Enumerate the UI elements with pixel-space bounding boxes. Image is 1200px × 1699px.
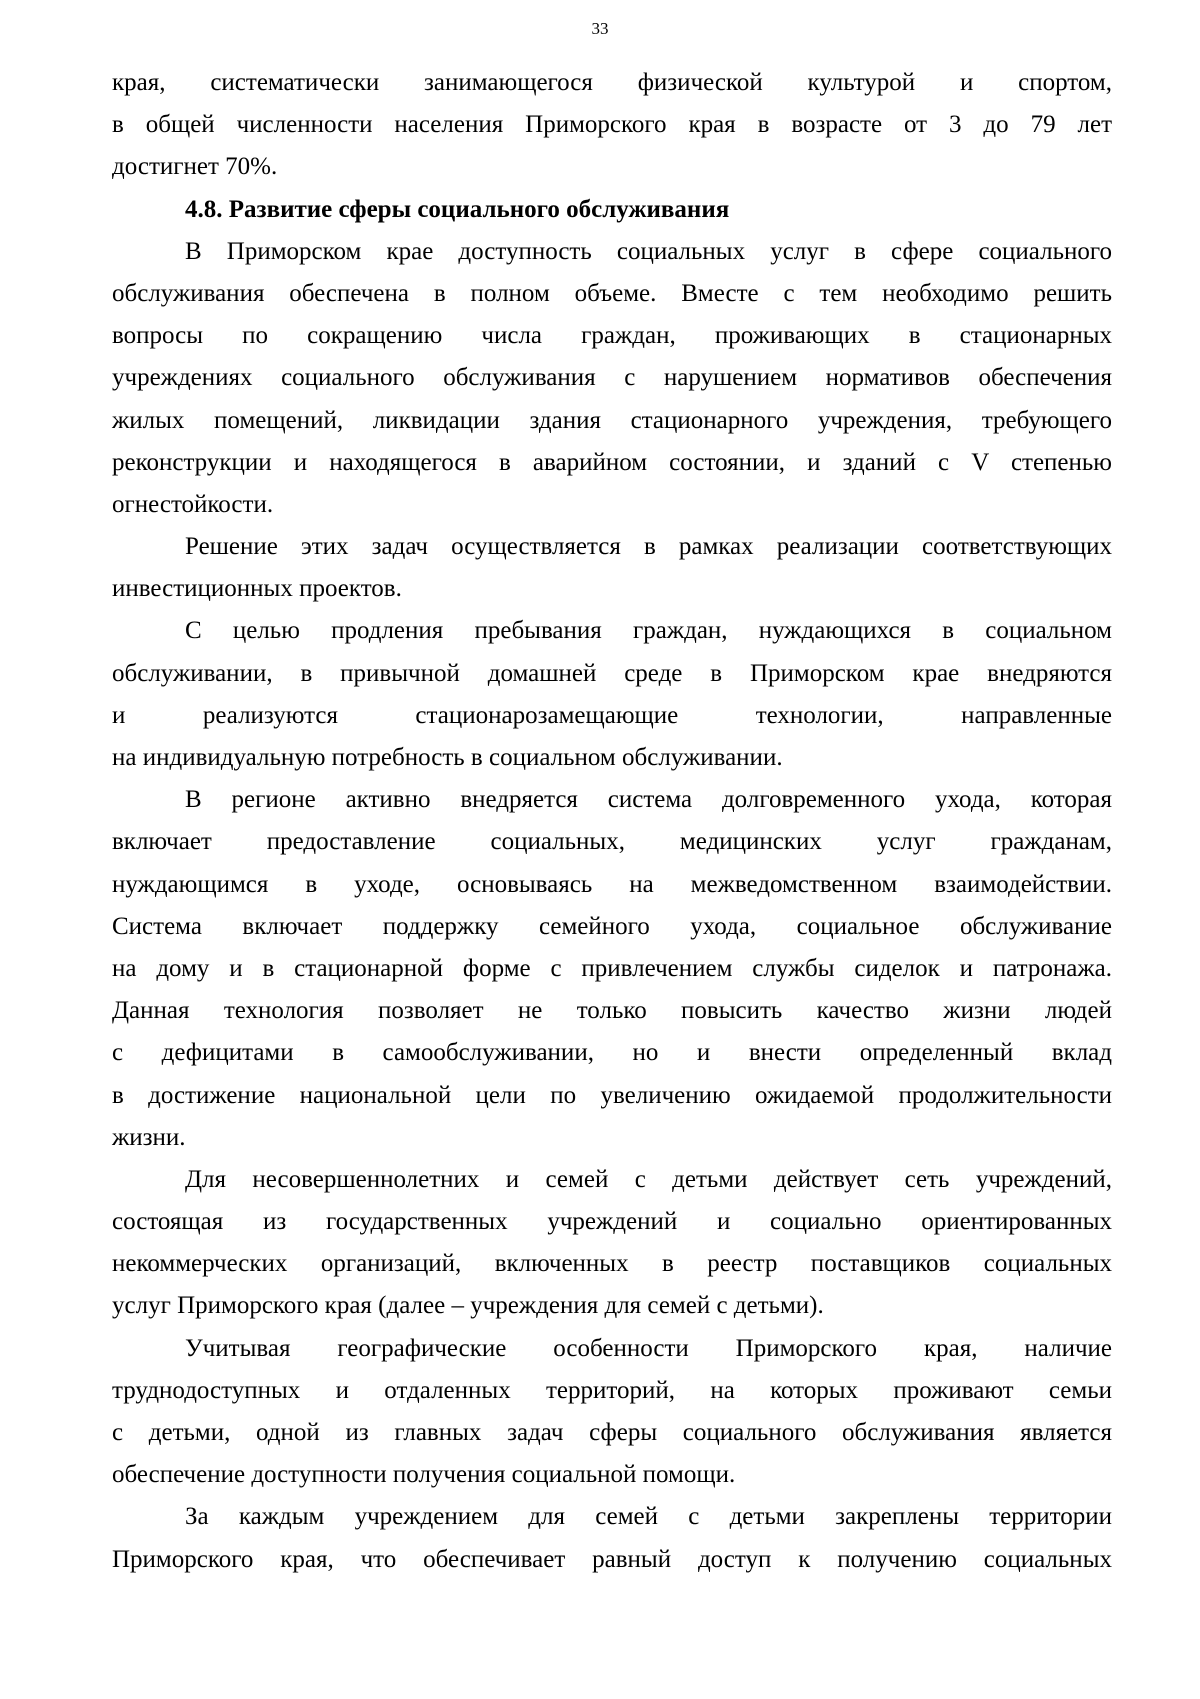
- text-line: достигнет 70%.: [112, 153, 278, 181]
- text-line: огнестойкости.: [112, 490, 274, 518]
- text-line: обеспечение доступности получения социальной помощи.: [112, 1461, 736, 1489]
- text-line: Решение этих задач осуществляется в рамках реализации соответствующих: [185, 533, 1112, 561]
- paragraph: [112, 1159, 1112, 1328]
- text-line: на индивидуальную потребность в социальном обслуживании.: [112, 744, 783, 771]
- text-line: с детьми, одной из главных задач сферы социального обслуживания является: [112, 1419, 1112, 1446]
- text-line: Учитывая географические особенности Приморского края, наличие: [185, 1334, 1112, 1362]
- section-heading: 4.8. Развитие сферы социального обслуживания: [185, 195, 730, 223]
- text-line: включает предоставление социальных, медицинских услуг гражданам,: [112, 828, 1112, 856]
- paragraph: [112, 231, 1112, 526]
- text-line: Система включает поддержку семейного ухода, социальное обслуживание: [112, 912, 1112, 940]
- paragraph: [112, 1496, 1112, 1580]
- text-line: За каждым учреждением для семей с детьми закреплены территории: [185, 1503, 1112, 1531]
- paragraph: [112, 610, 1112, 779]
- text-line: С целью продления пребывания граждан, нуждающихся в социальном: [185, 617, 1112, 645]
- document-body: [112, 62, 1112, 1581]
- text-line: в достижение национальной цели по увеличению ожидаемой продолжительности: [112, 1081, 1112, 1109]
- paragraph: [112, 1328, 1112, 1497]
- paragraph: [112, 526, 1112, 610]
- text-line: вопросы по сокращению числа граждан, проживающих в стационарных: [112, 322, 1112, 350]
- text-line: состоящая из государственных учреждений и социально ориентированных: [112, 1208, 1112, 1236]
- text-line: обслуживания обеспечена в полном объеме. Вместе с тем необходимо решить: [112, 279, 1112, 307]
- text-line: услуг Приморского края (далее – учреждения для семей с детьми).: [112, 1292, 824, 1320]
- paragraph: [112, 779, 1112, 1159]
- text-line: Приморского края, что обеспечивает равный доступ к получению социальных: [112, 1545, 1112, 1573]
- text-line: нуждающимся в уходе, основываясь на межведомственном взаимодействии.: [112, 870, 1112, 898]
- text-line: жилых помещений, ликвидации здания стационарного учреждения, требующего: [112, 406, 1112, 434]
- text-line: инвестиционных проектов.: [112, 575, 402, 603]
- text-line: некоммерческих организаций, включенных в реестр поставщиков социальных: [112, 1250, 1112, 1278]
- text-line: с дефицитами в самообслуживании, но и внести определенный вклад: [112, 1039, 1112, 1067]
- text-line: обслуживании, в привычной домашней среде в Приморском крае внедряются: [112, 659, 1112, 687]
- text-line: жизни.: [112, 1123, 186, 1151]
- text-line: реконструкции и находящегося в аварийном состоянии, и зданий с V степенью: [112, 448, 1112, 476]
- text-line: в общей численности населения Приморского края в возрасте от 3 до 79 лет: [112, 111, 1112, 139]
- text-line: на дому и в стационарной форме с привлечением службы сиделок и патронажа.: [112, 954, 1112, 982]
- text-line: учреждениях социального обслуживания с нарушением нормативов обеспечения: [112, 364, 1112, 392]
- text-line: труднодоступных и отдаленных территорий, на которых проживают семьи: [112, 1376, 1112, 1404]
- text-line: В регионе активно внедряется система долговременного ухода, которая: [185, 786, 1112, 814]
- text-line: Для несовершеннолетних и семей с детьми действует сеть учреждений,: [185, 1165, 1112, 1193]
- page-number: 33: [591, 19, 609, 38]
- text-line: В Приморском крае доступность социальных услуг в сфере социального: [185, 237, 1112, 265]
- text-line: и реализуются стационарозамещающие технологии, направленные: [112, 701, 1112, 729]
- intro-paragraph: [112, 62, 1112, 189]
- text-line: Данная технология позволяет не только повысить качество жизни людей: [112, 997, 1112, 1025]
- text-line: края, систематически занимающегося физической культурой и спортом,: [112, 69, 1112, 96]
